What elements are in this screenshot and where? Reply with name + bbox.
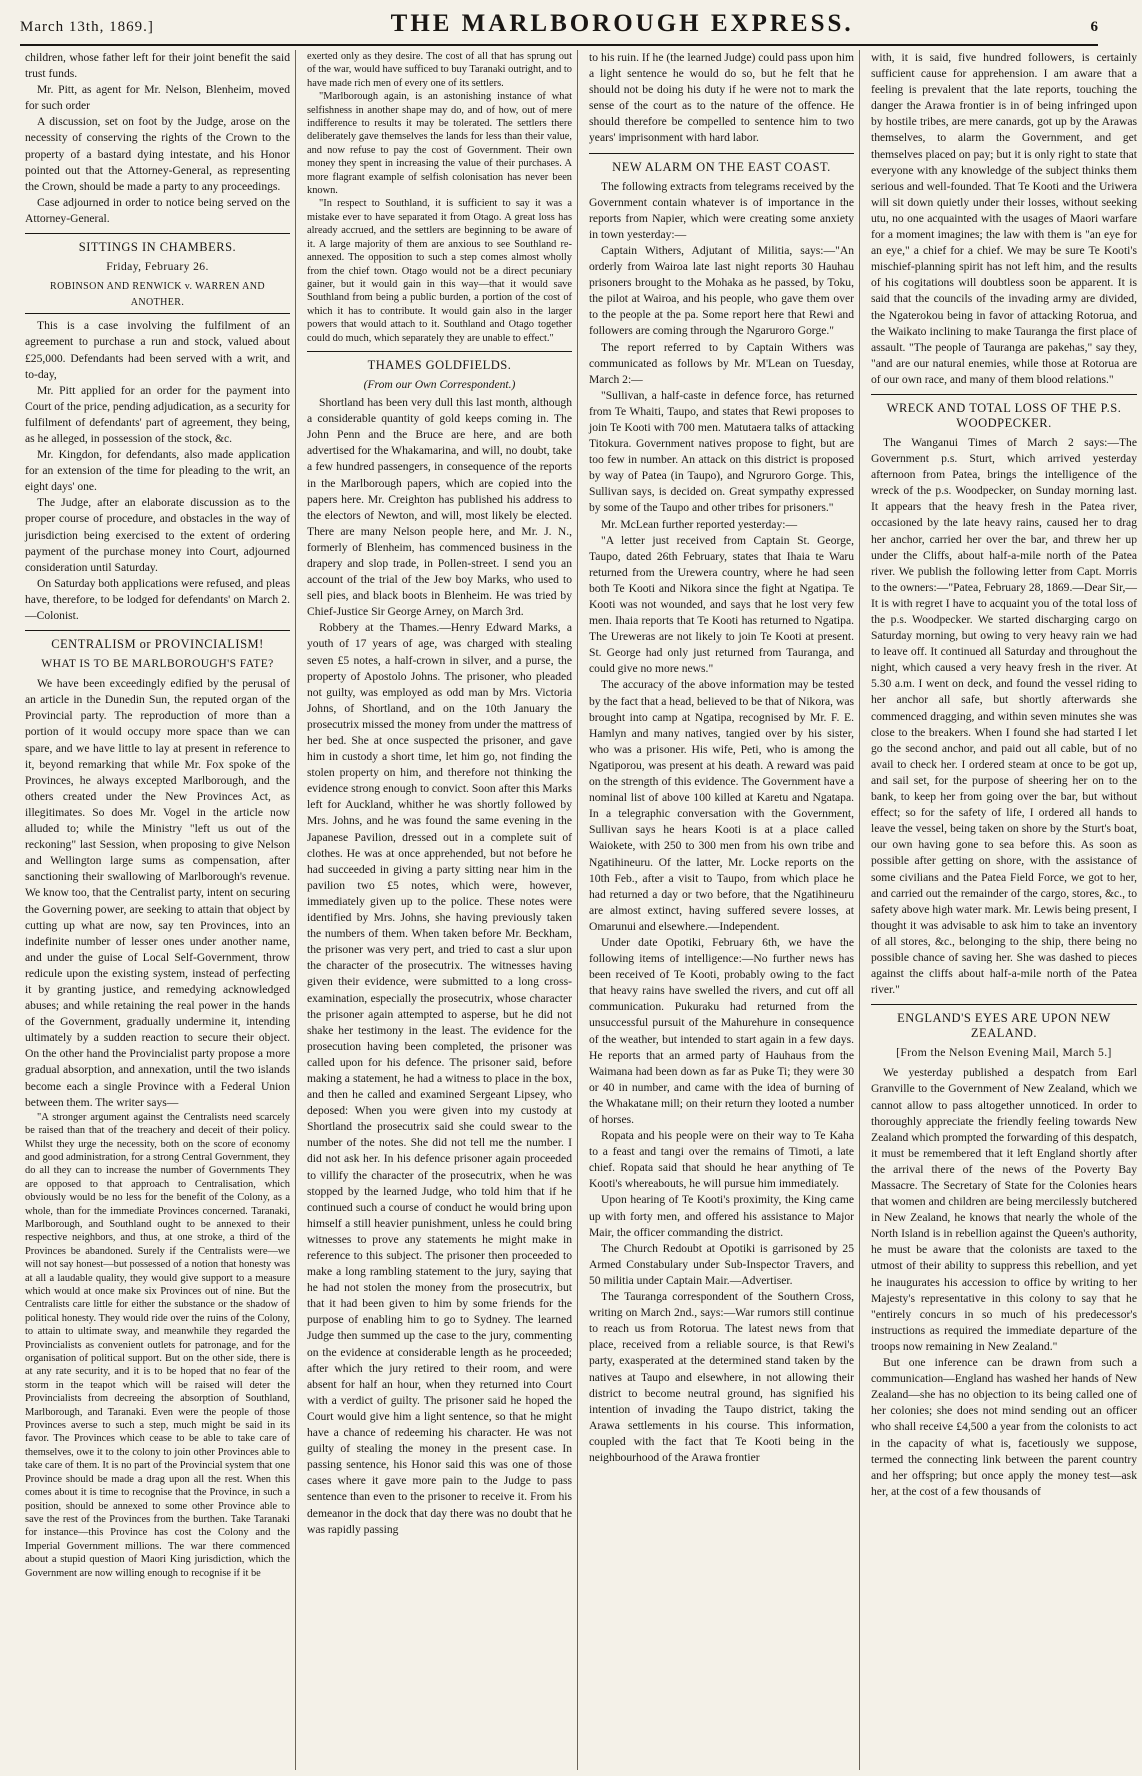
paragraph: Upon hearing of Te Kooti's proximity, the King came up with forty men, and offered his assistance to Major Mair, the officer commanding the district. bbox=[589, 1193, 854, 1239]
paragraph: This is a case involving the fulfilment of an agreement to purchase a run and stock, valued about £25,000. Defendants had been served with a writ, and to-day, bbox=[25, 319, 290, 381]
paragraph: But one inference can be drawn from such a communication—England has washed her hands of New Zealand—she has no objection to its being called one of her colonies; she does not mind sending out an officer who shall receive £4,500 a year from the colonists to act in the capacity of what is, facetiously we suppose, termed the connecting link between the parent country and her offspring; but once apply the money test—ask her, at the cost of a few thousands of bbox=[871, 1356, 1137, 1498]
column-2 bbox=[302, 50, 578, 1770]
paragraph: Captain Withers, Adjutant of Militia, says:—"An orderly from Wairoa late last night reports 30 Hauhau prisoners brought to the Mohaka as he passed, by Toku, the pilot at Wairoa, and his people, who gave them over to the people at the pa. Some report here that Rewi and followers are coming through the Ngaruroro Gorge." bbox=[589, 243, 854, 338]
column-3 bbox=[584, 50, 860, 1770]
dateline: Friday, February 26. bbox=[106, 260, 209, 274]
paragraph: "A letter just received from Captain St. George, Taupo, dated 26th February, states that Ihaia te Waru returned from the Urewera country, where he had seen both Te Kooti and Nikora since the fight at Ngatipa. Te Kooti was not wounded, and says that he lost very few men. Ihaia reports that Te Kooti has returned to Ngatipa. The Ureweras are not likely to join Te Kooti at present. St. George had only just returned from Tauranga, and could give no more news." bbox=[589, 533, 854, 676]
masthead bbox=[20, 10, 1098, 46]
quoted-paragraph: "A stronger argument against the Centralists need scarcely be raised than that of the treachery and deceit of their policy. Whilst they urge the necessity, both on the score of economy and good administration, for a strong Central Government, they do all they can to increase the number of Governments They are opposed to that approach to Centralisation, which obviously would be no less for the benefit of the Colony, as a whole, than for the immediate Provinces concerned. Taranaki, Marlborough, and Southland ought to be annexed to their respective neighbors, and thus, at one stroke, a third of the Provinces be abandoned. Surely if the Centralists were—we will not say honest—but possessed of a notion that honesty was at all a laudable quality, they would give support to a measure which would at once make six Provinces out of nine. But the Centralists care little for either the substance or the shadow of political honesty. They would ride over the ruins of the Colony, to attain to ultimate sway, and meanwhile they regarded the Provincialists as convenient outlets for patronage, and for the organisation of political support. But on the other side, there is at any rate security, and it is to be hoped that no fear of the storm in the teapot which will be raised will deter the Provincialists from decreeing the absorption of Southland, Marlborough, and Taranaki. Even were the people of those Provinces averse to such a step, much might be said in its favor. The Provinces which cease to be able to take care of themselves, owe it to the colony to join other Provinces able to take care of them. It is no part of the Provincial system that one Province should be made a drag upon all the rest. When this comes about it is time to recognise that the Province, in such a position, should be annexed to some other Province able to save the rest of the Provinces from the burthen. Take Taranaki for instance—this Province has cost the Colony and the Imperial Government millions. The war there commenced about a stupid question of Maori King jurisdiction, which the Government are now willing enough to recognise if it be bbox=[25, 1111, 290, 1579]
paragraph: to his ruin. If he (the learned Judge) could pass upon him a light sentence he would do so, but he felt that he should not be doing his duty if he were not to mark the sense of the court as to the nature of the offence. He should therefore be compelled to sentence him to two years' imprisonment with hard labor. bbox=[589, 51, 854, 145]
paragraph: Mr. Kingdon, for defendants, also made application for an extension of the time for pleading to the writ, an eight days' one. bbox=[25, 448, 290, 494]
headline-centralism: CENTRALISM or PROVINCIALISM! bbox=[25, 630, 290, 652]
quoted-paragraph: exerted only as they desire. The cost of all that has sprung out of the war, would have sufficed to buy Taranaki outright, and to have made rich men of every one of its settlers. bbox=[307, 51, 572, 89]
paragraph: A discussion, set on foot by the Judge, arose on the necessity of conserving the rights of the Crown to the property of a bastard dying intestate, and his Honor pointed out that the Attorney-General, as representing the Crown, should be made a party to any proceedings. bbox=[25, 115, 290, 193]
headline-wreck: WRECK AND TOTAL LOSS OF THE P.S. WOODPECKER. bbox=[871, 394, 1137, 431]
paragraph: The following extracts from telegrams received by the Government contain whatever is of importance in the reports from Napier, which were creating some anxiety in town yesterday:— bbox=[589, 179, 854, 241]
paragraph: Case adjourned in order to notice being served on the Attorney-General. bbox=[25, 195, 290, 225]
paragraph: Robbery at the Thames.—Henry Edward Marks, a youth of 17 years of age, was charged with stealing seven £5 notes, a half-crown in silver, and a purse, the property of Apostolo Johns. The prisoner, who pleaded not guilty, was employed as odd man by Mrs. Victoria Johns, of Shortland, and on the 10th January the prosecutrix missed the money from under the mattress of her bed. She at once suspected the prisoner, and gave him in custody a short time, let him go, not finding the stolen property on him, and therefore not thinking the evidence strong enough to convict. Soon after this Marks left for Auckland, whither he was shortly followed by Mrs. Johns, and he was found the same evening in the Japanese Pavilion, dressed out in a complete suit of clothes. He was at once apprehended, but not before he had succeeded in giving a party sitting near him in the pavilion two £5 notes, which were, however, immediately given up to the police. These notes were identified by Mrs. Johns, she having previously taken the numbers of them. When taken before Mr. Beckham, the prisoner was very pert, and tried to cast a slur upon the character of the prosecutrix. The witnesses having given their evidence, were submitted to a long cross-examination, especially the prosecutrix, whose character the prisoner again attempted to asperse, but he did not shake her testimony in the least. The evidence for the prosecution having been completed, the prisoner was called upon for his defence. The prisoner said, before making a statement, he had a witness to place in the box, and then he called and examined Sergeant Lipsey, who deposed: When you were given into my custody at Shortland the prosecutrix said she could swear to the number of the notes. She did not tell me the number. I did not ask her. In his defence prisoner again proceeded to villify the character of the prosecutrix, when he was stopped by the learned Judge, who told him that if he continued such a course of conduct he would bring upon himself a still heavier punishment, unless he could bring witnesses to prove any statements he might make in reference to this subject. The prisoner then proceeded to make a long rambling statement to the jury, saying that he had not stolen the money from the prosecutrix, but that it had been given to him by some friends for the purpose of enabling him to go to Sydney. The learned Judge then summed up the case to the jury, commenting on the evidence at considerable length as he proceeded; after which the jury retired to their room, and were absent for half an hour, when they returned into Court with a verdict of guilty. The prisoner said he hoped the Court would give him a light sentence, so that he might have a chance of redeeming his character. He was not guilty of stealing the money in the present case. In passing sentence, his Honor said this was one of those cases where it gave more pain to the Judge to pass sentence than even to the prisoner to receive it. From his demeanor in the dock that day there was no doubt that he was rapidly passing bbox=[307, 621, 572, 1536]
paragraph: Mr. Pitt, as agent for Mr. Nelson, Blenheim, moved for such order bbox=[25, 83, 290, 113]
quoted-paragraph: "Marlborough again, is an astonishing instance of what selfishness in another shape may do, and of how, out of mere indifference to results it may be tolerated. The settlers there deliberately gave themselves the lands for less than their value, and now refuse to pay the cost of Government. Their own money they spent in increasing the value of their purchases. A more flagrant example of selfish colonisation has never been known. bbox=[307, 91, 572, 197]
paragraph: The Judge, after an elaborate discussion as to the proper course of procedure, and obstacles in the way of jurisdiction being exercised to the extent of ordering payment of the purchase money into Court, adjourned consideration until Saturday. bbox=[25, 496, 290, 574]
paragraph: Ropata and his people were on their way to Te Kaha to a feast and tangi over the remains of Timoti, a late chief. Ropata said that should he hear anything of Te Kooti's whereabouts, he will pursue him immediately. bbox=[589, 1129, 854, 1191]
paragraph: Shortland has been very dull this last month, although a considerable quantity of gold keeps coming in. The John Penn and the Bruce are here, and are both advertised for the Whakamarina, and will, no doubt, take a few hundred passengers, in consequence of the reports in the Marlborough papers, which are copied into the papers here. Mr. Creighton has published his address to the electors of Newton, and will, most likely be elected. There are many Nelson people here, and Mr. J. N., formerly of Blenheim, has commenced business in the drapery and slop trade, in Pollen-street. I send you an account of the trial of the Jew boy Marks, who used to sell pies, and black boots in Blenheim. He was tried by Chief-Justice Sir George Arney, on March 3rd. bbox=[307, 396, 572, 619]
subheadline-centralism: WHAT IS TO BE MARLBOROUGH'S FATE? bbox=[41, 657, 274, 671]
case-title: ROBINSON AND RENWICK v. WARREN AND ANOTHER. bbox=[25, 279, 290, 314]
paragraph: Under date Opotiki, February 6th, we have the following items of intelligence:—No further news has been received of Te Kooti, probably owing to the fact that heavy rains have swelled the rivers, and cut off all communication. Pukuraku had returned from the unsuccessful pursuit of the Mahurehure in consequence of the weather, but intended to start again in a few days. He reports that an armed party of Hauhaus from the Waimana had been down as far as Puke Ti; they were 30 or 40 in number, and came with the idea of burning of the Whakatane mill; on their return they looted a number of horses. bbox=[589, 935, 854, 1126]
headline-east-coast: NEW ALARM ON THE EAST COAST. bbox=[589, 153, 854, 175]
paragraph: On Saturday both applications were refused, and pleas have, therefore, to be lodged for defendants' on March 2.—Colonist. bbox=[25, 576, 290, 622]
paragraph: We have been exceedingly edified by the perusal of an article in the Dunedin Sun, the reputed organ of the Provincial party. The reproduction of more than a portion of it would occupy more space than we can spare, and we have little to lay at present in reference to it, beyond remarking that while Mr. Fox spoke of the Provinces, he always excepted Marlborough, and the others created under the New Provinces Act, as illegitimates. So does Mr. Vogel in the article now alluded to; while the Ministry "left us out of the reckoning" last Session, when proposing to give Nelson and Wellington large sums as compensation, after sanctioning their swallowing of Marlborough's revenue. We know too, that the Centralist party, intent on securing the Governing power, are seeking to attain that object by cutting up what are now, say ten Provinces, into an indefinite number of lesser ones under another name, and under the guise of Local Self-Government, throw redicule upon the existing system, instead of perfecting it by granting justice, and remedying acknowledged abuses; and while retaining the real power in the hands of the Government, gradually undermine it, intending ultimately by a sudden reaction to secure their object. On the other hand the Provincialist party propose a more gradual absorption, and annexation, until the two islands become each a single Province with a Federal Union between them. The writer says— bbox=[25, 677, 290, 1109]
paragraph: The Tauranga correspondent of the Southern Cross, writing on March 2nd., says:—War rumors still continue to reach us from Rotorua. The latest news from that place, received from a reliable source, is that Rewi's party, exasperated at the determined stand taken by the natives at Taupo and elsewhere, in not allowing their district to become neutral ground, has signified his intention of invading the Taupo district, taking the Arawa settlements in his course. This information, coupled with the fact that Te Kooti being in the neighbourhood of the Arawa frontier bbox=[589, 1290, 854, 1464]
source-line: [From the Nelson Evening Mail, March 5.] bbox=[896, 1046, 1112, 1060]
paragraph: Mr. Pitt applied for an order for the payment into Court of the price, pending adjudication, as a security for fulfilment of defendants' part of agreement, they being, as he alleged, in possession of the stock, &c. bbox=[25, 383, 290, 445]
paragraph: The Church Redoubt at Opotiki is garrisoned by 25 Armed Constabulary under Sub-Inspector Travers, and 50 militia under Captain Mair.—Advertiser. bbox=[589, 1241, 854, 1287]
headline-sittings: SITTINGS IN CHAMBERS. bbox=[25, 233, 290, 255]
paragraph: The accuracy of the above information may be tested by the fact that a head, believed to be that of Nikora, was brought into camp at Ngatipa, recognised by Mr. F. E. Hamlyn and many natives, tangied over by his sister, who was a prisoner. His wife, Peti, who is among the Ngatiporou, was present at his death. A reward was paid on the strength of this evidence. The Government have a nominal list of above 100 killed at Karetu and Ngatapa. In a telegraphic conversation with the Government, Sullivan says he hears Kooti is at a place called Waiokete, with 250 to 300 men from his own tribe and Ngatihineuru. Of the latter, Mr. Locke reports on the 10th Feb., after a visit to Taupo, from which place he had returned a day or two before, that the Ngatihineuru are almost extinct, having suffered severe losses, at Omarunui and elsewhere.—Independent. bbox=[589, 678, 854, 933]
paragraph: with, it is said, five hundred followers, is certainly sufficient cause for apprehension. I am aware that a feeling is prevalent that the late reports, touching the danger the Arawa frontier is in of being infringed upon by hostile tribes, are mere canards, got up by the Arawas themselves, to alarm the Government, and get themselves placed on pay; but it is only right to state that everyone with any knowledge of the subject thinks them serious and well-founded. That Te Kooti and the Uriwera will sit down quietly under their losses, without seeking utu, no one acquainted with the usages of Maori warfare for a moment imagines; the law with them is "an eye for an eye," a chief for a chief. We may be sure Te Kooti's mischief-planning spirit has not left him, and the results of his cogitations will doubtless soon be apparent. It is said that the councils of the invading army are divided, the Ngaterokou being in favor of attacking Rotorua, and the Waikato inclining to make Tauranga the first place of assault. "The people of Tauranga are pakehas," say they, "and are our natural enemies, while those at Rotorua are of our own race, and many of them blood relations." bbox=[871, 51, 1137, 386]
quoted-paragraph: "In respect to Southland, it is sufficient to say it was a mistake ever to have separated it from Otago. A great loss has already accrued, and the settlers are beginning to be aware of it. A large majority of them are anxious to see Southland re-annexed. The opposition to such a step comes almost wholly from the chief town. Otago would not be a direct pecuniary gainer, but it would gain in this way—that it would save Southland from being a public burden, a portion of the cost of which it has to contribute. It would gain also in the larger powers that would attach to it. Southland and Otago together could do much, which separately they are unable to effect." bbox=[307, 198, 572, 344]
paragraph: children, whose father left for their joint benefit the said trust funds. bbox=[25, 51, 290, 81]
paragraph: We yesterday published a despatch from Earl Granville to the Government of New Zealand, which we cannot allow to pass altogether unnoticed. In order to thoroughly appreciate the friendly feeling towards New Zealand which prompted the forwarding of this despatch, it must be remembered that it left England shortly after the arrival there of the news of the Poverty Bay Massacre. The Secretary of State for the Colonies hears that women and children are being mercilessly butchered in New Zealand, he knows that nearly the whole of the North Island is in rebellion against the Queen's authority, he must be aware that the colonists are taxed to the utmost of their ability to suppress this rebellion, and yet he inaugurates his accession to office by writing to her Majesty's representative in this colony to say that he "entirely concurs in so much of his predecessor's instructions as required the immediate departure of the troops now remaining in New Zealand." bbox=[871, 1066, 1137, 1353]
column-1 bbox=[20, 50, 296, 1770]
paragraph: The Wanganui Times of March 2 says:—The Government p.s. Sturt, which arrived yesterday afternoon from Patea, brings the intelligence of the wreck of the p.s. Woodpecker, on Sunday morning last. It appears that the heavy fresh in the Patea river, occasioned by the late heavy rains, caused her to drag her anchor, carried her over the bar, and threw her up under the Cliffs, about half-a-mile north of the Patea river. We publish the following letter from Capt. Morris to the owners:—"Patea, February 28, 1869.—Dear Sir,—It is with regret I have to acquaint you of the total loss of the p.s. Woodpecker. We started discharging cargo on Saturday morning, but owing to very heavy rain we had to leave off. It continued all Saturday and throughout the night, which caused a very heavy fresh in the river. At 5.30 a.m. I went on deck, and found the vessel riding to her anchor all safe, but shortly afterwards she commenced dragging, and within seven minutes she was close to the breakers. When I found she had started I let go the second anchor, and paid out all cable, but of no avail to check her. I ordered steam at once to be got up, and sail set, for the purpose of sheering her on to the bank, to keep her from going over the bar, but without effect; so for the safety of life, I ordered all hands to leave the vessel, being taken on shore by the Sturt's boat, our own having gone to sea before this. As soon as possible after getting on shore, with the assistance of some civilians and the Patea Field Force, we got to her, and carried out the remainder of the cargo, stores, &c., to safety above high water mark. Mr. Lewis being present, I thought it was advisable to ask him to take an inventory of all stores, &c., belonging to the ship, there being no possible chance of saving her. She was dashed to pieces against the cliffs about half-a-mile north of the Patea river." bbox=[871, 435, 1137, 997]
paragraph: Mr. McLean further reported yesterday:— bbox=[601, 517, 798, 531]
paragraph: "Sullivan, a half-caste in defence force, has returned from Te Whaiti, Taupo, and states that Rewi proposes to join Te Kooti with 700 men. Matutaera talks of attacking Titokura. Government natives propose to fight, but are too few in number. An attack on this district is proposed by way of Patea (in Taupo), and Ngruroro Gorge. This, Sullivan says, is decided on. Great sympathy expressed by some of the Taupo and other tribes for prisoners." bbox=[589, 388, 854, 515]
article-columns bbox=[20, 50, 1137, 1770]
headline-england: ENGLAND'S EYES ARE UPON NEW ZEALAND. bbox=[871, 1004, 1137, 1041]
newspaper-title: THE MARLBOROUGH EXPRESS. bbox=[390, 10, 854, 37]
paragraph: The report referred to by Captain Withers was communicated as follows by Mr. M'Lean on Tuesday, March 2:— bbox=[589, 340, 854, 386]
headline-thames: THAMES GOLDFIELDS. bbox=[307, 351, 572, 373]
page-number: 6 bbox=[1090, 19, 1098, 35]
column-4 bbox=[866, 50, 1142, 1770]
byline: (From our Own Correspondent.) bbox=[363, 377, 516, 391]
issue-date: March 13th, 1869.] bbox=[20, 19, 154, 35]
